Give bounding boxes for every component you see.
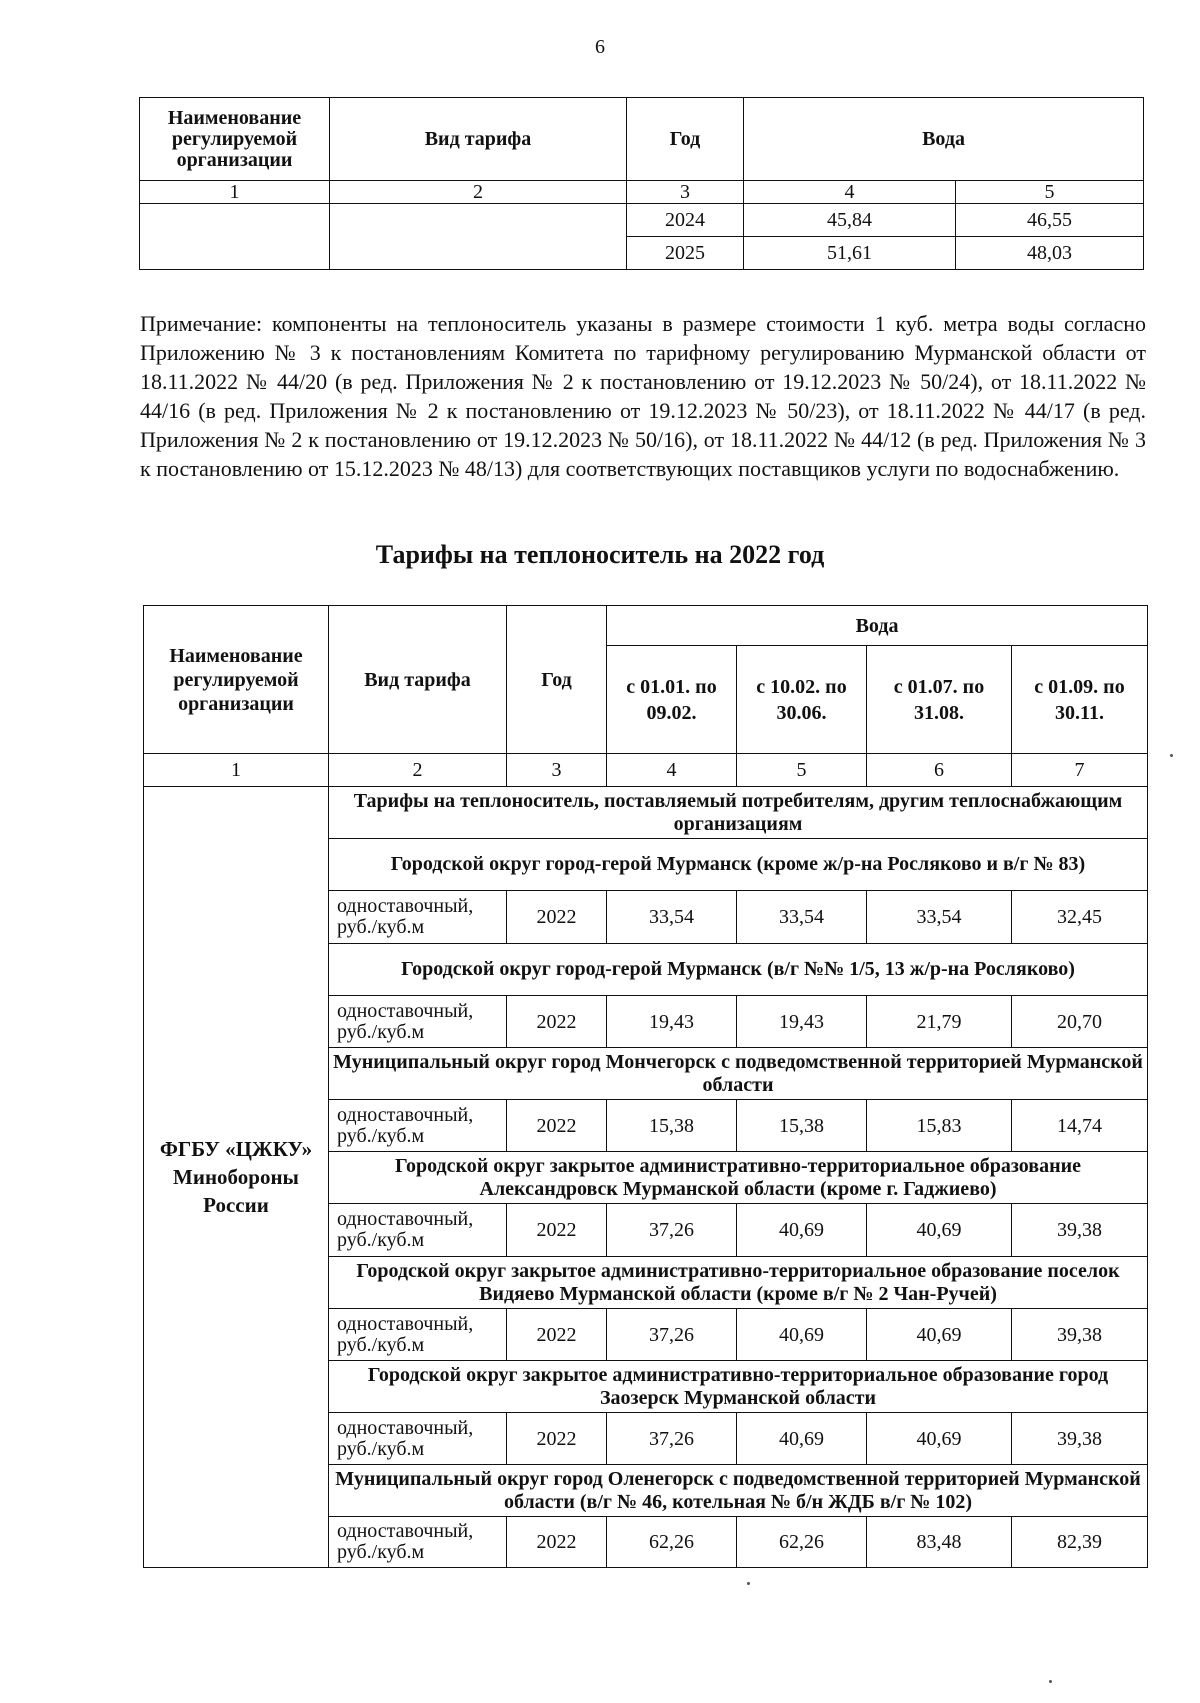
- year-cell: 2022: [507, 1413, 607, 1465]
- value-cell: 40,69: [867, 1204, 1012, 1257]
- value-cell: 46,55: [956, 204, 1144, 237]
- value-cell: 19,43: [737, 996, 867, 1048]
- tariff-type-cell: одноставочный, руб./куб.м: [329, 1413, 507, 1465]
- col-number: 6: [867, 754, 1012, 787]
- year-cell: 2022: [507, 1100, 607, 1152]
- header-org: Наименование регулируемой организации: [144, 606, 329, 754]
- col-number: 1: [144, 754, 329, 787]
- year-cell: 2022: [507, 1517, 607, 1568]
- value-cell: 19,43: [607, 996, 737, 1048]
- value-cell: 39,38: [1012, 1309, 1148, 1361]
- value-cell: 51,61: [744, 237, 956, 270]
- header-period: с 01.07. по 31.08.: [867, 646, 1012, 754]
- value-cell: 40,69: [867, 1413, 1012, 1465]
- area-header-row: Городской округ закрытое административно-территориальное образование город Заозерск Мурманской области: [329, 1361, 1148, 1413]
- area-header-row: Муниципальный округ город Мончегорск с подведомственной территорией Мурманской области: [329, 1048, 1148, 1100]
- value-cell: 37,26: [607, 1309, 737, 1361]
- value-cell: 62,26: [607, 1517, 737, 1568]
- value-cell: 39,38: [1012, 1204, 1148, 1257]
- value-cell: 40,69: [737, 1204, 867, 1257]
- header-tariff-type: Вид тарифа: [330, 98, 627, 181]
- year-cell: 2025: [627, 237, 744, 270]
- value-cell: 37,26: [607, 1204, 737, 1257]
- tariff-type-cell: одноставочный, руб./куб.м: [329, 996, 507, 1048]
- note-paragraph: Примечание: компоненты на теплоноситель указаны в размере стоимости 1 куб. метра воды согласно Приложению № 3 к постановлениям Комитета по тарифному регулированию Мурманской области от 18.11.2022 № 44/20 (в ред. Приложения № 2 к постановлению от 19.12.2023 № 50/24), от 18.11.2022 № 44/16 (в ред. Приложения № 2 к постановлению от 19.12.2023 № 50/23), от 18.11.2022 № 44/17 (в ред. Приложения № 2 к постановлению от 19.12.2023 № 50/16), от 18.11.2022 № 44/12 (в ред. Приложения № 3 к постановлению от 15.12.2023 № 48/13) для соответствующих поставщиков услуги по водоснабжению.: [140, 311, 1146, 481]
- tariff-type-cell: одноставочный, руб./куб.м: [329, 1309, 507, 1361]
- value-cell: 33,54: [607, 891, 737, 944]
- value-cell: 32,45: [1012, 891, 1148, 944]
- header-period: с 10.02. по 30.06.: [737, 646, 867, 754]
- header-water: Вода: [607, 606, 1148, 646]
- col-number: 5: [956, 181, 1144, 204]
- value-cell: 40,69: [867, 1309, 1012, 1361]
- table-row: [140, 204, 1144, 237]
- tariff-type-cell: одноставочный, руб./куб.м: [329, 1517, 507, 1568]
- tariff-type-cell: одноставочный, руб./куб.м: [329, 1100, 507, 1152]
- value-cell: 37,26: [607, 1413, 737, 1465]
- header-period: с 01.01. по 09.02.: [607, 646, 737, 754]
- value-cell: 15,38: [607, 1100, 737, 1152]
- header-tariff-type: Вид тарифа: [329, 606, 507, 754]
- section-title: Тарифы на теплоноситель на 2022 год: [375, 540, 825, 569]
- value-cell: 33,54: [737, 891, 867, 944]
- area-header-row: Городской округ город-герой Мурманск (кроме ж/р-на Росляково и в/г № 83): [329, 839, 1148, 891]
- value-cell: 40,69: [737, 1309, 867, 1361]
- empty-org-cell: [140, 204, 330, 270]
- col-number: 7: [1012, 754, 1148, 787]
- col-number: 1: [140, 181, 330, 204]
- top-tariff-table: [139, 97, 1144, 270]
- header-year: Год: [627, 98, 744, 181]
- area-header-row: Городской округ закрытое административно-территориальное образование Александровск Мурманской области (кроме г. Гаджиево): [329, 1152, 1148, 1204]
- value-cell: 14,74: [1012, 1100, 1148, 1152]
- value-cell: 83,48: [867, 1517, 1012, 1568]
- org-name-cell: ФГБУ «ЦЖКУ» Минобороны России: [144, 787, 329, 1568]
- value-cell: 82,39: [1012, 1517, 1148, 1568]
- area-header-row: Городской округ город-герой Мурманск (в/г №№ 1/5, 13 ж/р-на Росляково): [329, 944, 1148, 996]
- value-cell: 48,03: [956, 237, 1144, 270]
- scan-speck: [747, 1582, 750, 1585]
- section-header-row: Тарифы на теплоноситель, поставляемый потребителям, другим теплоснабжающим организациям: [329, 787, 1148, 839]
- area-header-row: Городской округ закрытое административно-территориальное образование поселок Видяево Мурманской области (кроме в/г № 2 Чан-Ручей): [329, 1257, 1148, 1309]
- tariff-type-cell: одноставочный, руб./куб.м: [329, 1204, 507, 1257]
- value-cell: 45,84: [744, 204, 956, 237]
- value-cell: 15,83: [867, 1100, 1012, 1152]
- year-cell: 2022: [507, 891, 607, 944]
- col-number: 2: [330, 181, 627, 204]
- year-cell: 2022: [507, 1309, 607, 1361]
- value-cell: 39,38: [1012, 1413, 1148, 1465]
- scan-speck: [1049, 1680, 1052, 1683]
- value-cell: 20,70: [1012, 996, 1148, 1048]
- col-number: 3: [507, 754, 607, 787]
- col-number: 5: [737, 754, 867, 787]
- scan-speck: [1170, 754, 1173, 757]
- header-water: Вода: [744, 98, 1144, 181]
- col-number: 3: [627, 181, 744, 204]
- year-cell: 2024: [627, 204, 744, 237]
- value-cell: 21,79: [867, 996, 1012, 1048]
- tariff-type-cell: одноставочный, руб./куб.м: [329, 891, 507, 944]
- header-period: с 01.09. по 30.11.: [1012, 646, 1148, 754]
- area-header-row: Муниципальный округ город Оленегорск с подведомственной территорией Мурманской области (в/г № 46, котельная № б/н ЖДБ в/г № 102): [329, 1465, 1148, 1517]
- value-cell: 62,26: [737, 1517, 867, 1568]
- empty-type-cell: [330, 204, 627, 270]
- col-number: 4: [607, 754, 737, 787]
- header-year: Год: [507, 606, 607, 754]
- value-cell: 33,54: [867, 891, 1012, 944]
- page-number: 6: [595, 36, 605, 58]
- main-tariff-table: [143, 605, 1148, 1568]
- header-org: Наименование регулируемой организации: [140, 98, 330, 181]
- col-number: 4: [744, 181, 956, 204]
- value-cell: 15,38: [737, 1100, 867, 1152]
- year-cell: 2022: [507, 996, 607, 1048]
- year-cell: 2022: [507, 1204, 607, 1257]
- col-number: 2: [329, 754, 507, 787]
- value-cell: 40,69: [737, 1413, 867, 1465]
